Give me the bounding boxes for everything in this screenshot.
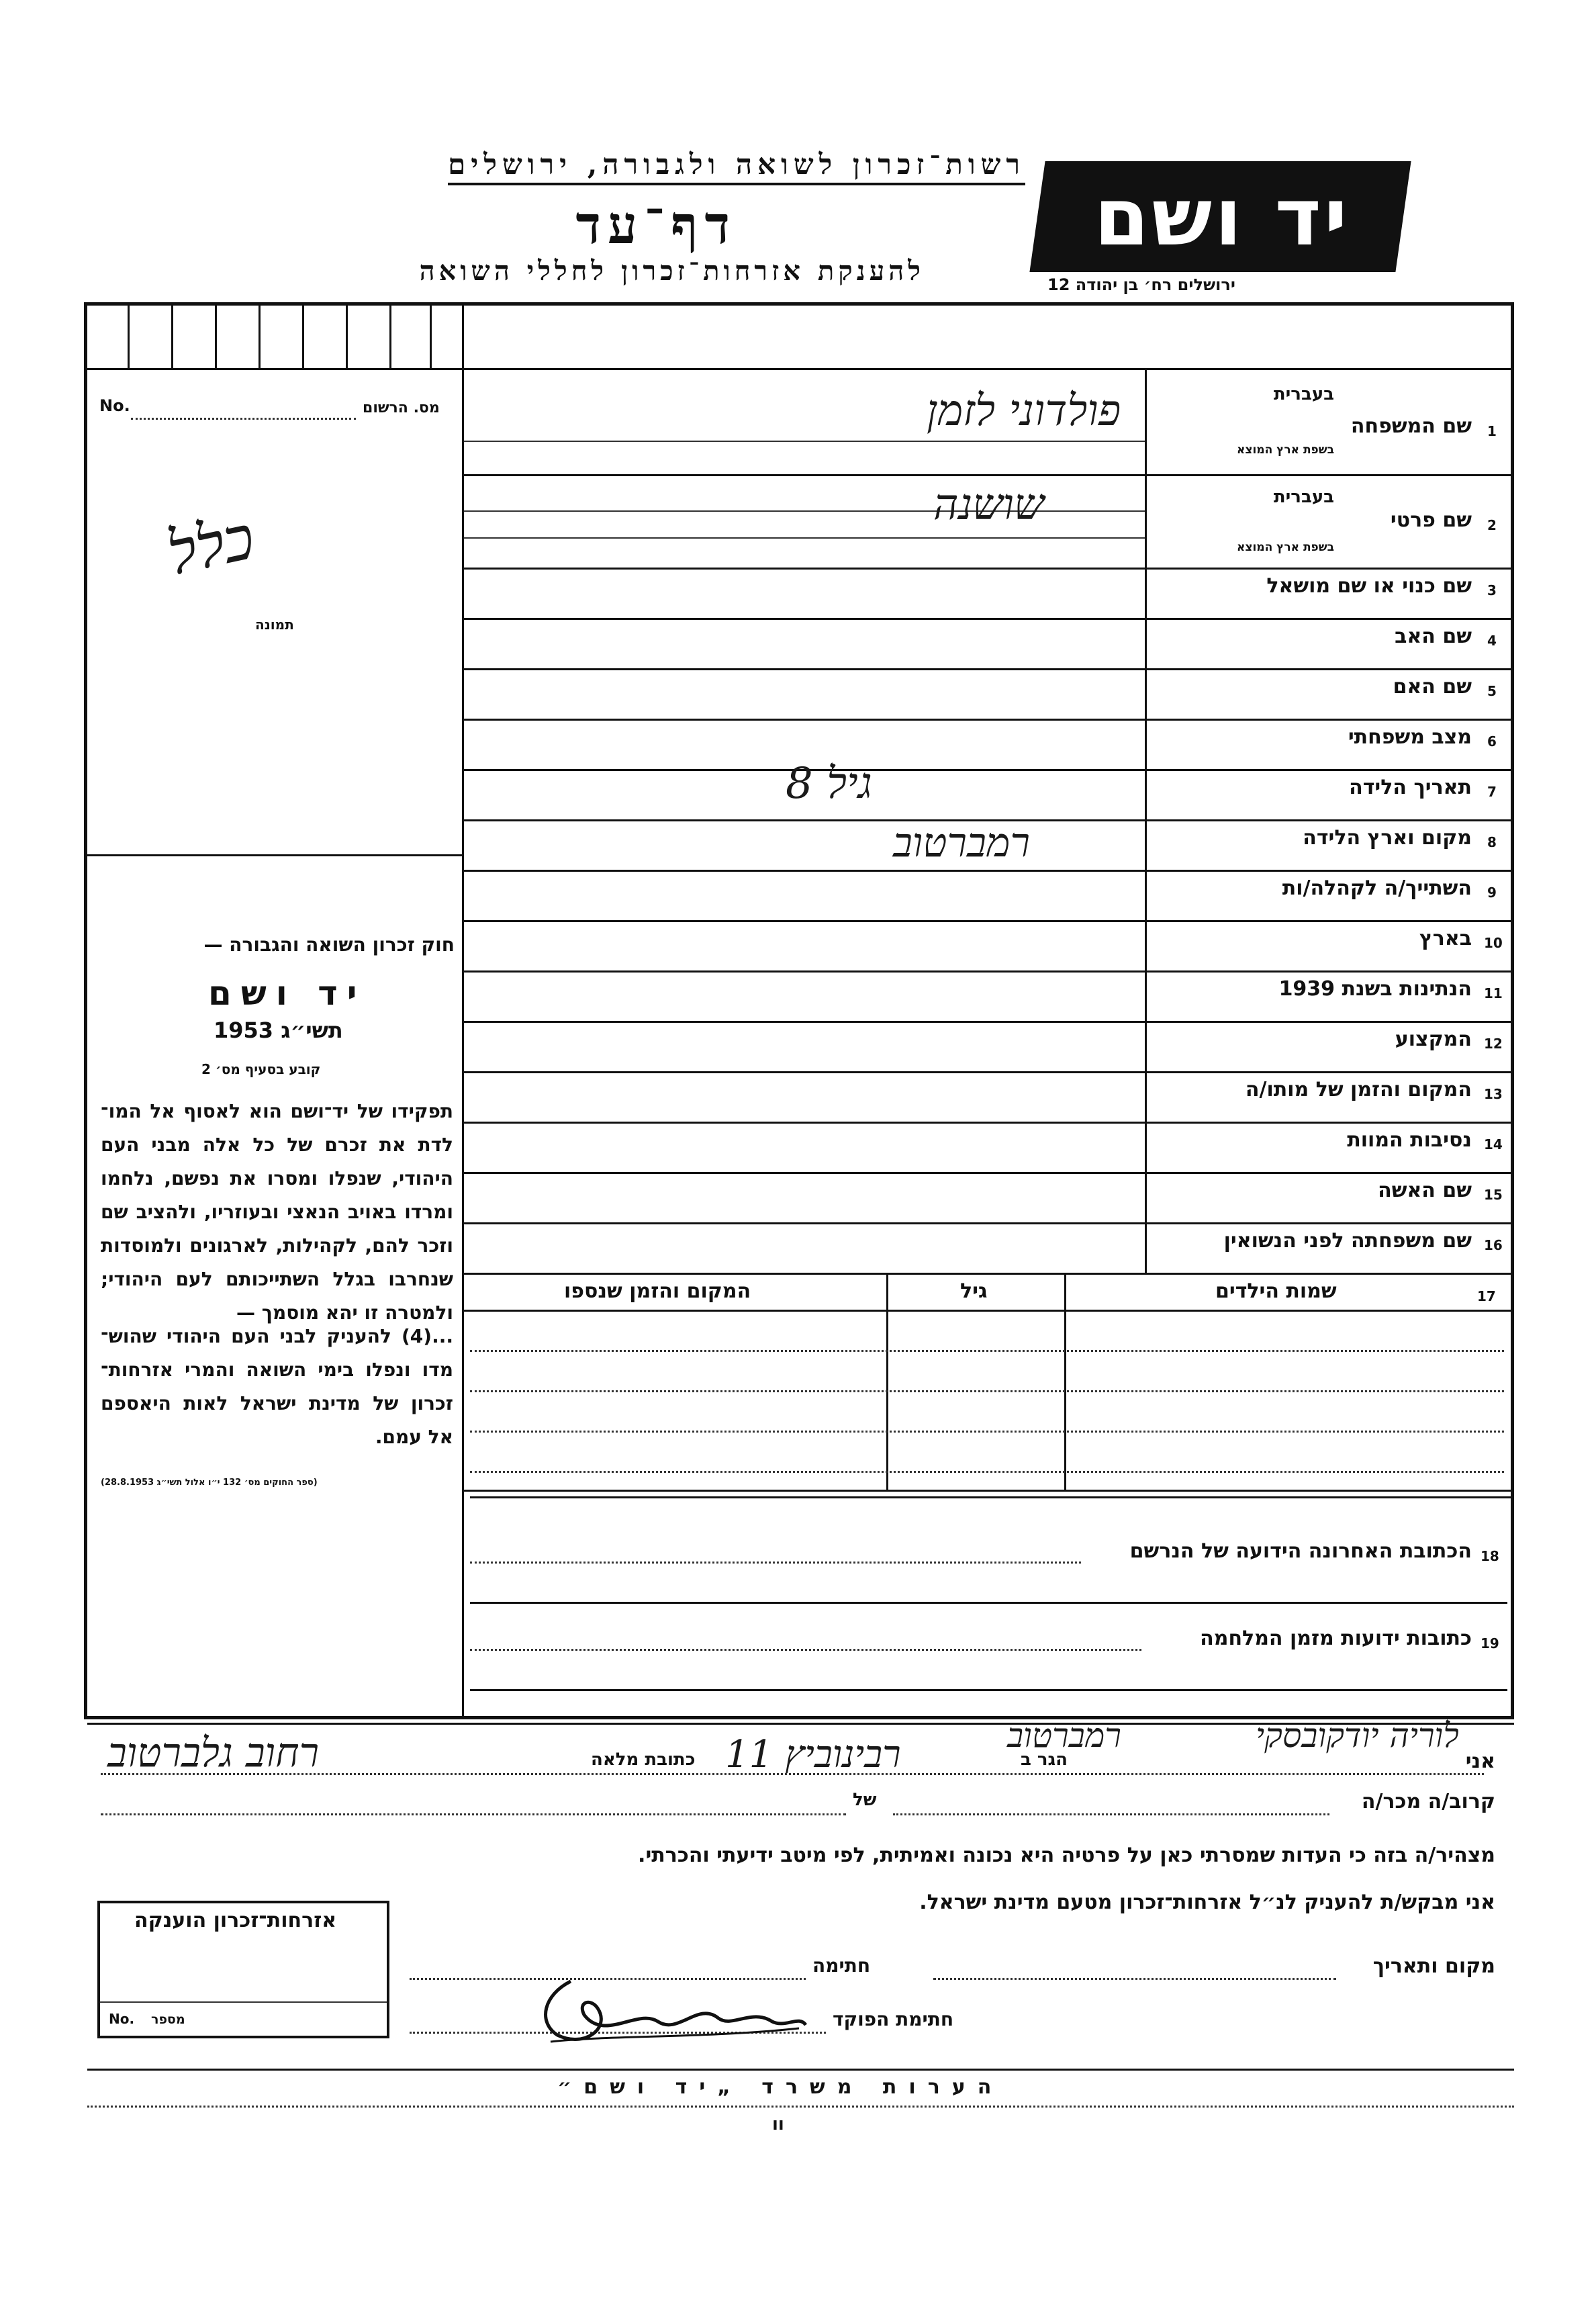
law-source: (ספר החוקים מס׳ 132 י״ו אלול תשי״ג 28.8.1953) [101,1478,318,1488]
field-divider [464,1021,1512,1023]
field-label: שם האשה [1378,1179,1472,1202]
registration-line [131,418,356,420]
value-inner-line [464,537,1145,539]
signature-label: חתימה [812,1954,871,1977]
children-col-place: המקום והזמן שנספו [564,1279,751,1303]
declaration-resident: הגר ב [1021,1750,1068,1770]
top-cell-divider [430,304,432,368]
law-year: תשי״ג 1953 [214,1018,343,1043]
field-number: 2 [1487,517,1497,533]
field19-line [470,1649,1141,1651]
field-number: 13 [1484,1086,1503,1102]
law-title: חוק זכרון השואה והגבורה — [203,934,455,956]
field-label: תאריך הלידה [1349,776,1472,799]
declaration-relative-line [893,1813,1329,1815]
children-bottom [464,1490,1512,1492]
field-value[interactable]: רמברטוב [893,819,1030,866]
field-number: 16 [1484,1237,1503,1253]
yad-vashem-logo: יד ושם [1094,171,1350,263]
field-label: מקום וארץ הלידה [1303,826,1472,850]
children-col-age: גיל [960,1279,988,1303]
children-number: 17 [1477,1288,1496,1304]
place-date-line [933,1978,1336,1980]
field18-label: הכתובת האחרונה הידועה של הנרשם [1129,1539,1472,1563]
field-label: שם משפחתה לפני הנשואין [1223,1229,1472,1253]
field-number: 4 [1487,633,1497,649]
stamp-box-number-label: מספר [151,2012,185,2027]
top-cell-divider [128,304,130,368]
page-mark: וו [772,2114,784,2134]
citizenship-stamp-title: אזרחות־זכרון הוענקה [134,1909,337,1932]
logo-address: ירושלים רח׳ בן יהודה 12 [1047,275,1235,294]
field18-line [470,1562,1081,1564]
top-strip-bottom [86,368,1512,370]
field-divider [464,618,1512,620]
field-value[interactable]: שושנה [933,480,1045,530]
field-label: שם האב [1395,625,1472,648]
labels-column-divider [1145,368,1147,1275]
declaration-full-address: כתובת מלאה [591,1750,696,1770]
top-cell-divider [302,304,304,368]
form-title: דף־עד [575,195,737,256]
declaration-statement-2: אני מבקש/ת להעניק לנ״ל אזרחות־זכרון מטעם מדינת ישראל. [919,1891,1495,1914]
law-text-2: ...(4) להעניק לבני העם היהודי שהוש־ מדו ונפלו בימי השואה והמרי אזרחות־ זכרון של מדינת ישראל לאות היאספם אל עמם. [101,1325,453,1448]
registration-label: מס. הרשום [363,400,440,416]
field-hebrew-note: בעברית [1273,487,1334,507]
field19-underline [470,1689,1507,1691]
top-cell-divider [389,304,391,368]
form-subtitle: להענקת אזרחות־זכרון לחללי השואה [419,255,925,287]
children-row-line [470,1350,1504,1352]
left-panel-divider [462,304,464,1718]
field-hebrew-note: בעברית [1273,384,1334,404]
field-divider [464,1172,1512,1174]
field-label: נסיבות המוות [1347,1128,1472,1152]
children-row-line [470,1390,1504,1392]
field-divider [464,1222,1512,1224]
field-native-note: בשפת ארץ המוצא [1236,443,1334,457]
field-divider [464,970,1512,973]
field-number: 7 [1487,784,1497,800]
field-divider [464,1273,1512,1275]
field18-underline [470,1602,1507,1604]
field-number: 14 [1484,1136,1503,1152]
registration-number: No. [99,396,130,415]
office-notes: הערות משרד „יד ושם״ [557,2075,1004,2099]
field-number: 11 [1484,985,1503,1001]
children-row-line [470,1471,1504,1473]
field-label: מצב משפחתי [1348,725,1472,749]
children-col-divider [1064,1275,1066,1490]
field-number: 12 [1484,1036,1503,1052]
law-text-1: תפקידו של יד־ושם הוא לאסוף אל המו־ לדת את זכרם של כל אלה מבני העם היהודי, שנפלו ומסרו את נפשם, נלחמו ומרדו באויב הנאצי ובעוזריו, ולהציב שם וזכר להם, לקהילות, לארגונים ולמוסדות שנחרבו בגלל השתייכותם לעם היהודי; ולמטרה זו יהא מוסמך — [101,1100,453,1324]
field-number: 8 [1487,834,1497,850]
declaration-street-value[interactable]: רבינוביץ 11 [725,1733,901,1776]
field-divider [464,474,1512,476]
field-divider [464,719,1512,721]
field-label: השתייך/ה לקהלה/ות [1282,876,1472,900]
declaration-ani-value[interactable]: לוריה יודקובסקי [1256,1716,1459,1755]
field-divider [464,568,1512,570]
children-row-line [470,1431,1504,1433]
declaration-resident-value[interactable]: רמברטוב [1007,1716,1121,1755]
field-divider [464,870,1512,872]
children-col-divider [886,1275,888,1490]
top-cell-divider [215,304,217,368]
field-label: הנתינות בשנת 1939 [1278,977,1472,1001]
field-label: בארץ [1419,927,1472,950]
place-date-label: מקום ותאריך [1372,1954,1495,1978]
field-label: שם האם [1393,675,1472,698]
authority-title: רשות־זכרון לשואה ולגבורה, ירושלים [448,148,1025,185]
declaration-relative: קרוב/ה מכר/ה [1361,1790,1495,1813]
footer-line [87,2106,1514,2108]
declaration-of-line [101,1813,846,1815]
field-number: 3 [1487,582,1497,598]
law-name: יד ושם [208,974,367,1013]
photo-handwriting: כלל [161,502,261,590]
field-number: 1 [1487,423,1497,439]
field19-label: כתובות ידועות מזמן המלחמה [1200,1627,1472,1650]
field-number: 9 [1487,885,1497,901]
field-label: המקצוע [1395,1028,1472,1051]
stamp-box-divider [100,2001,387,2003]
photo-label: תמונה [255,617,294,633]
field-value[interactable]: גיל 8 [786,759,872,809]
field-value[interactable]: פולדוני לזמן [927,386,1121,436]
top-cell-divider [259,304,261,368]
field-label: שם כנוי או שם מושאל [1266,574,1472,598]
official-signature-scribble [530,1961,812,2055]
declaration-line [101,1773,1484,1775]
law-clause: קובע בסעיף מס׳ 2 [201,1061,321,1077]
field-native-note: בשפת ארץ המוצא [1236,541,1334,554]
field-number: 15 [1484,1187,1503,1203]
field-divider [464,920,1512,922]
top-cell-divider [171,304,173,368]
field-divider [464,668,1512,670]
field-label: שם המשפחה [1350,414,1472,438]
field-label: שם פרטי [1390,508,1472,532]
children-header-divider [464,1310,1512,1312]
footer-top [87,2069,1514,2071]
children-bottom [470,1496,1512,1498]
field-divider [464,1071,1512,1073]
declaration-address-value[interactable]: רחוב גלברטוב [107,1729,320,1776]
declaration-statement-1: מצהיר/ה בזה כי העדות שמסרתי כאן על פרטיה היא נכונה ואמיתית, לפי מיטב ידיעתי והכרתי. [638,1844,1495,1867]
field-number: 6 [1487,733,1497,750]
left-photo-divider [86,854,462,856]
stamp-box-no: No. [109,2011,135,2027]
value-inner-line [464,441,1145,442]
field-number: 5 [1487,683,1497,699]
declaration-ani: אני [1465,1750,1495,1773]
children-col-names: שמות הילדים [1215,1279,1337,1303]
declaration-of: של [853,1790,877,1810]
field-number: 19 [1481,1635,1499,1652]
field-number: 10 [1484,935,1503,951]
field-number: 18 [1481,1548,1499,1564]
field-divider [464,1122,1512,1124]
field-divider [464,769,1512,771]
official-signature-label: חתימת הפוקד [833,2008,954,2030]
top-cell-divider [346,304,348,368]
field-label: המקום והזמן של מותו/ה [1245,1078,1472,1101]
